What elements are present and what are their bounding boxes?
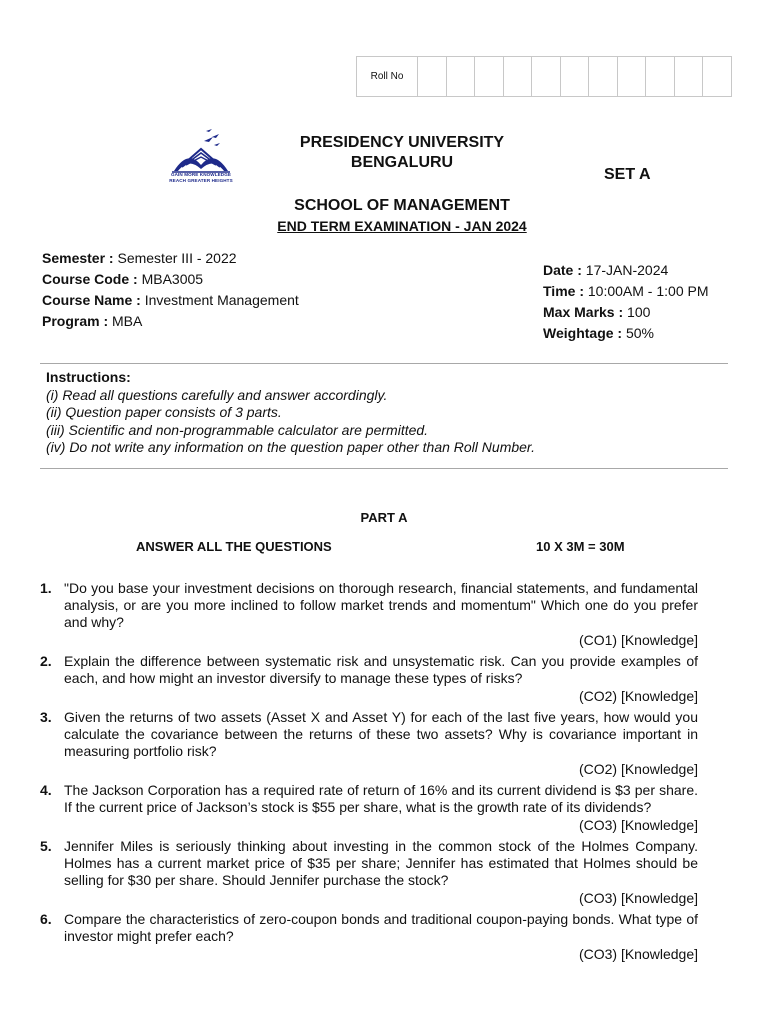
question-item xyxy=(40,653,698,705)
logo-tagline xyxy=(166,172,236,183)
exam-title xyxy=(230,218,574,234)
detail-program xyxy=(42,311,299,332)
detail-date xyxy=(543,260,709,281)
question-tag: (CO3) [Knowledge] xyxy=(578,890,698,906)
question-tag: (CO1) [Knowledge] xyxy=(578,632,698,648)
university-city: BENGALURU xyxy=(350,154,454,171)
roll-no-cell xyxy=(703,57,731,96)
question-item xyxy=(40,580,698,649)
question-text: Given the returns of two assets (Asset X and Asset Y) for each of the last five years, how would you calculate the covariance between the returns of these two assets? Why is covariance important in measuring portfolio risk? xyxy=(64,709,698,759)
course-details xyxy=(42,248,299,332)
divider xyxy=(40,363,728,364)
question-number: 5. xyxy=(40,838,52,854)
roll-no-box xyxy=(356,56,732,97)
roll-no-cell xyxy=(418,57,447,96)
roll-no-cell xyxy=(504,57,533,96)
detail-label: Course Code : xyxy=(42,271,138,287)
set-label: SET A xyxy=(604,166,651,183)
instructions xyxy=(46,369,535,457)
detail-label: Program : xyxy=(42,313,109,329)
question-tag: (CO2) [Knowledge] xyxy=(578,688,698,704)
question-list xyxy=(40,580,698,963)
roll-no-label: Roll No xyxy=(357,57,418,96)
instructions-heading: Instructions: xyxy=(46,369,131,385)
roll-no-cell xyxy=(589,57,618,96)
detail-course-code xyxy=(42,269,299,290)
detail-value: 100 xyxy=(627,304,651,320)
exam-details xyxy=(543,260,709,344)
detail-value: MBA xyxy=(112,313,143,329)
detail-value: Semester III - 2022 xyxy=(117,250,237,266)
detail-label: Max Marks : xyxy=(543,304,624,320)
instruction-line: (iii) Scientific and non-programmable calculator are permitted. xyxy=(46,421,429,438)
detail-value: 17-JAN-2024 xyxy=(585,262,669,278)
detail-label: Weightage : xyxy=(543,325,623,341)
roll-no-cell xyxy=(475,57,504,96)
detail-value: MBA3005 xyxy=(141,271,204,287)
roll-no-cell xyxy=(561,57,590,96)
question-item xyxy=(40,709,698,778)
part-instruction: ANSWER ALL THE QUESTIONS xyxy=(136,539,332,554)
detail-value: 10:00AM - 1:00 PM xyxy=(587,283,709,299)
school-name: SCHOOL OF MANAGEMENT xyxy=(294,197,510,214)
detail-value: Investment Management xyxy=(144,292,299,308)
question-text: Explain the difference between systematic risk and unsystematic risk. Can you provide examples of each, and how might an investor diversify to manage these types of risks? xyxy=(64,653,698,686)
question-item xyxy=(40,782,698,834)
question-number: 3. xyxy=(40,709,52,725)
detail-label: Date : xyxy=(543,262,582,278)
question-tag: (CO3) [Knowledge] xyxy=(578,817,698,833)
question-number: 1. xyxy=(40,580,52,596)
question-number: 4. xyxy=(40,782,52,798)
detail-value: 50% xyxy=(625,325,654,341)
roll-no-cell xyxy=(532,57,561,96)
question-text: Compare the characteristics of zero-coupon bonds and traditional coupon-paying bonds. What type of investor might prefer each? xyxy=(64,911,698,944)
detail-label: Course Name : xyxy=(42,292,141,308)
question-tag: (CO3) [Knowledge] xyxy=(578,946,698,962)
question-item xyxy=(40,838,698,907)
question-tag: (CO2) [Knowledge] xyxy=(578,761,698,777)
roll-no-cell xyxy=(447,57,476,96)
detail-course-name xyxy=(42,290,299,311)
question-item xyxy=(40,911,698,963)
question-text: "Do you base your investment decisions on thorough research, financial statements, and fundamental analysis, or are you more inclined to follow market trends and momentum" Which one do you prefer and why? xyxy=(64,580,698,630)
detail-semester xyxy=(42,248,299,269)
instruction-line: (ii) Question paper consists of 3 parts. xyxy=(46,404,282,420)
detail-label: Semester : xyxy=(42,250,114,266)
logo-tagline-line: REACH GREATER HEIGHTS xyxy=(169,177,233,183)
detail-weightage xyxy=(543,323,709,344)
divider xyxy=(40,468,728,469)
question-text: The Jackson Corporation has a required rate of return of 16% and its current dividend is $3 per share. If the current price of Jackson’s stock is $55 per share, what is the growth rate of its dividends? xyxy=(64,782,698,815)
detail-max-marks xyxy=(543,302,709,323)
roll-no-cell xyxy=(675,57,704,96)
question-number: 6. xyxy=(40,911,52,927)
roll-no-cell xyxy=(618,57,647,96)
detail-label: Time : xyxy=(543,283,584,299)
instruction-line: (iv) Do not write any information on the question paper other than Roll Number. xyxy=(46,439,535,455)
instruction-line: (i) Read all questions carefully and answer accordingly. xyxy=(46,386,388,403)
logo-tagline-line: GAIN MORE KNOWLEDGE xyxy=(170,172,232,177)
roll-no-cell xyxy=(646,57,675,96)
question-number: 2. xyxy=(40,653,52,669)
question-text: Jennifer Miles is seriously thinking about investing in the common stock of the Holmes Company. Holmes has a current market price of $35 per share; Jennifer has estimated that Holmes should be selling for $30 per share. Should Jennifer purchase the stock? xyxy=(64,838,698,888)
part-title: PART A xyxy=(360,510,408,525)
part-marks: 10 X 3M = 30M xyxy=(536,539,625,554)
detail-time xyxy=(543,281,709,302)
university-name: PRESIDENCY UNIVERSITY xyxy=(299,134,505,151)
exam-title-text: END TERM EXAMINATION - JAN 2024 xyxy=(277,218,527,234)
